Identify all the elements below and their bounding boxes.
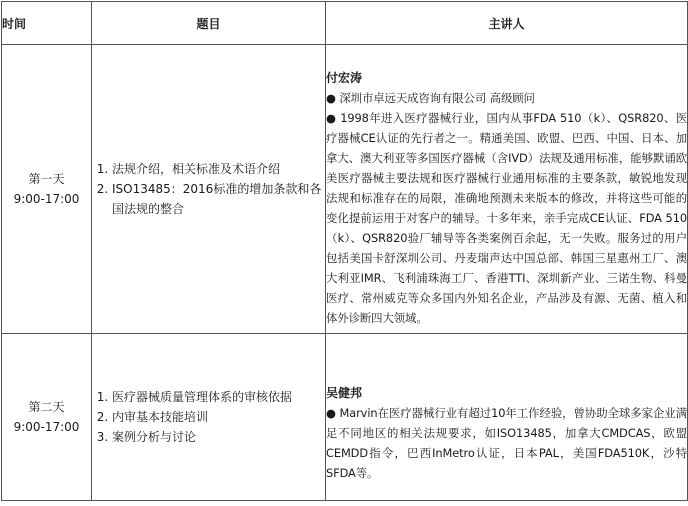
table-body (2, 45, 688, 501)
table-row-day1 (2, 45, 688, 334)
table-header (2, 2, 688, 45)
topic-item: 1. 法规介绍，相关标准及术语介绍 (112, 159, 325, 179)
training-schedule-table (1, 1, 688, 501)
topic-cell-day1 (92, 45, 326, 334)
topic-item: 3. 案例分析与讨论 (112, 427, 325, 447)
speaker-name: 付宏涛 (326, 71, 363, 85)
day-hours: 9:00-17:00 (13, 192, 80, 206)
topic-item: 2. ISO13485：2016标准的增加条款和各国法规的整合 (112, 179, 325, 219)
time-cell-day2 (2, 334, 92, 501)
topic-item: 2. 内审基本技能培训 (112, 407, 325, 427)
speaker-bio-line: ● Marvin在医疗器械行业有超过10年工作经验，曾协助全球多家企业满足不同地区的相关法规要求，如ISO13485，加拿大CMDCAS，欧盟CEMDD指令，巴西InMetro认证，日本PAL，美国FDA510K，沙特SFDA等。 (326, 406, 687, 480)
topic-list (92, 387, 325, 447)
topic-item: 1. 医疗器械质量管理体系的审核依据 (112, 387, 325, 407)
speaker-name: 吴健邦 (326, 386, 363, 400)
day-label: 第一天 (28, 172, 65, 186)
header-topic: 题目 (92, 2, 326, 45)
topic-cell-day2 (92, 334, 326, 501)
topic-list (92, 159, 325, 219)
day-hours: 9:00-17:00 (13, 420, 80, 434)
time-cell-day1 (2, 45, 92, 334)
speaker-bio-line: ● 深圳市卓远天成咨询有限公司 高级顾问 (326, 91, 535, 105)
header-time: 时间 (2, 2, 92, 45)
header-speaker: 主讲人 (326, 2, 688, 45)
header-row (2, 2, 688, 45)
speaker-cell-day1 (326, 45, 688, 334)
day-label: 第二天 (28, 400, 65, 414)
speaker-cell-day2 (326, 334, 688, 501)
speaker-bio-line: ● 1998年进入医疗器械行业，国内从事FDA 510（k）、QSR820、医疗器械CE认证的先行者之一。精通美国、欧盟、巴西、中国、日本、加拿大、澳大利亚等多国医疗器械（含IVD）法规及通用标准，能够默诵欧美医疗器械主要法规和医疗器械行业通用标准的主要条款，敏锐地发现法规和标准存在的局限，准确地预测未来版本的修改，并将这些可能的变化提前运用于对客户的辅导。十多年来，亲手完成CE认证、FDA 510（k）、QSR820验厂辅导等各类案例百余起，无一失败。服务过的用户包括美国卡舒深圳公司、丹麦瑞声达中国总部、韩国三星惠州工厂、澳大利亚IMR、飞利浦珠海工厂、香港TTI、深圳新产业、三诺生物、科曼医疗、常州威克等众多国内外知名企业，产品涉及有源、无菌、植入和体外诊断四大领域。 (326, 111, 687, 325)
table-row-day2 (2, 334, 688, 501)
